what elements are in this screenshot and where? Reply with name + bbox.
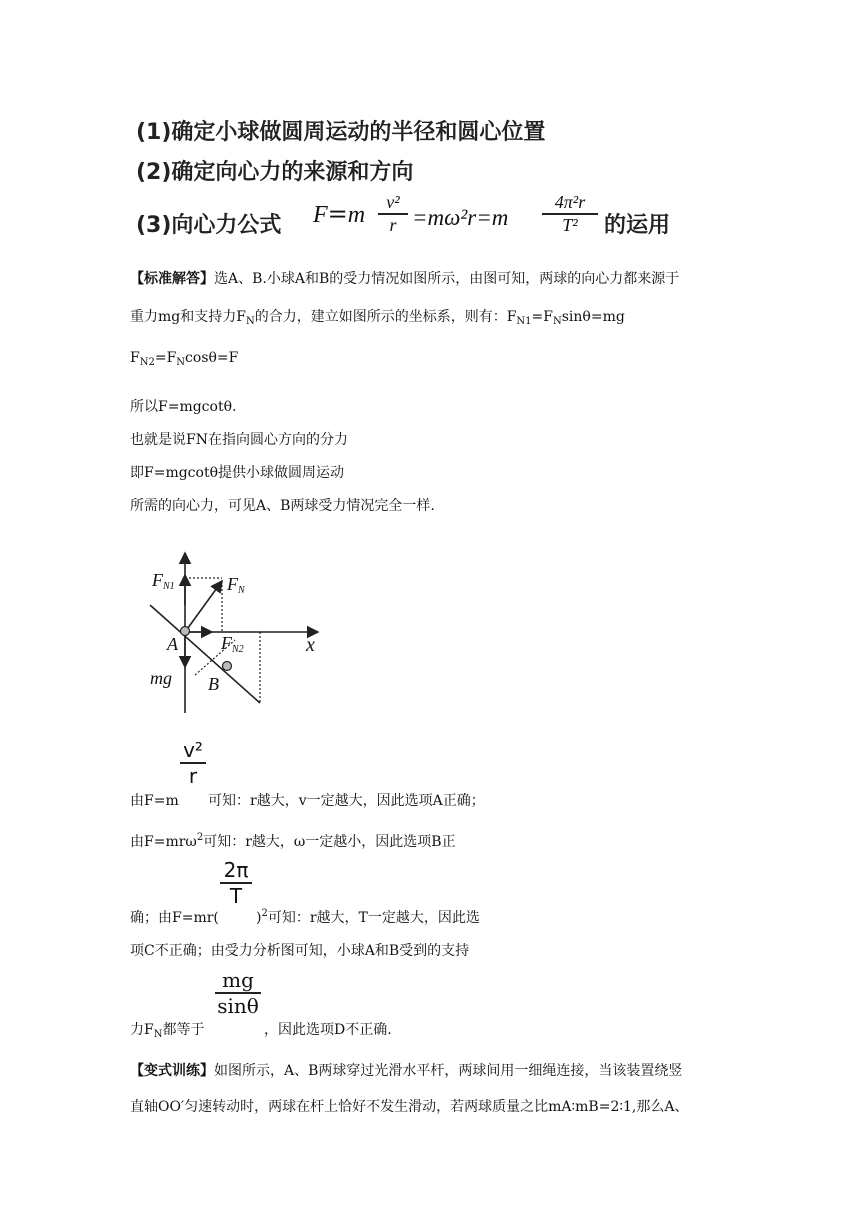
analysis-line-5a: 力$F_N$都等于	[130, 1022, 205, 1040]
solution-line-1: 【标准解答】选A、B.小球A和B的受力情况如图所示，由图可知，两球的向心力都来源于	[130, 271, 680, 287]
solution-line-5: 也就是说FN在指向圆心方向的分力	[130, 432, 348, 448]
analysis-line-3a: 确；由F=mr(	[130, 910, 219, 926]
step-2: (2)确定向心力的来源和方向	[136, 160, 414, 185]
variant-line-2: 直轴OO′匀速转动时，两球在杆上恰好不发生滑动，若两球质量之比mA∶mB=2∶1,那么A、	[130, 1099, 689, 1115]
label-mg: mg	[150, 668, 172, 688]
analysis-line-5c: ，因此选项D不正确.	[264, 1022, 392, 1038]
ball-b	[223, 662, 232, 671]
step-3-mid: =mω²r=m	[412, 205, 509, 230]
step-3-suffix: 的运用	[604, 213, 671, 238]
analysis-frac-2: 2π T	[220, 858, 252, 908]
ball-a	[181, 627, 190, 636]
label-fn1: $F_{N1}$	[152, 570, 175, 592]
solution-line-3: $F_{N2}=F_N\cos\theta=F$	[130, 350, 239, 368]
step-3-prefix: (3)向心力公式	[136, 213, 282, 238]
label-x: x	[306, 634, 315, 656]
solution-line-6: 即F=mgcotθ提供小球做圆周运动	[130, 465, 345, 481]
solution-line-7: 所需的向心力，可见A、B两球受力情况完全一样.	[130, 498, 435, 514]
label-a: A	[167, 634, 178, 654]
analysis-frac-3: mg sinθ	[215, 968, 261, 1018]
step-3-frac-1: v² r	[378, 192, 408, 236]
step-1: (1)确定小球做圆周运动的半径和圆心位置	[136, 120, 546, 145]
analysis-line-4: 项C不正确；由受力分析图可知，小球A和B受到的支持	[130, 943, 470, 959]
label-fn: $F_N$	[227, 574, 245, 596]
label-fn2: $F_{N2}$	[221, 633, 244, 655]
analysis-line-1a: 由F=m	[130, 793, 179, 809]
solution-line-4: 所以F=mgcotθ.	[130, 399, 237, 415]
fn-arrow	[185, 581, 222, 632]
solution-line-2: 重力mg和支持力$F_N$的合力，建立如图所示的坐标系，则有：$F_{N1}=F_N\sin\theta=mg$	[130, 309, 625, 327]
analysis-line-1b: 可知：r越大，v一定越大，因此选项A正确；	[208, 793, 485, 809]
label-b: B	[208, 674, 219, 694]
analysis-frac-1: v² r	[180, 738, 206, 788]
analysis-line-3b: )$^2$可知：r越大，T一定越大，因此选	[256, 908, 480, 926]
step-3-formula: F=m	[313, 200, 366, 228]
variant-line-1: 【变式训练】如图所示，A、B两球穿过光滑水平杆，两球间用一细绳连接，当该装置绕竖	[130, 1063, 683, 1079]
analysis-line-2: 由F=mrω$^2$可知：r越大，ω一定越小，因此选项B正	[130, 832, 456, 850]
step-3-frac-2: 4π²r T²	[542, 192, 598, 236]
